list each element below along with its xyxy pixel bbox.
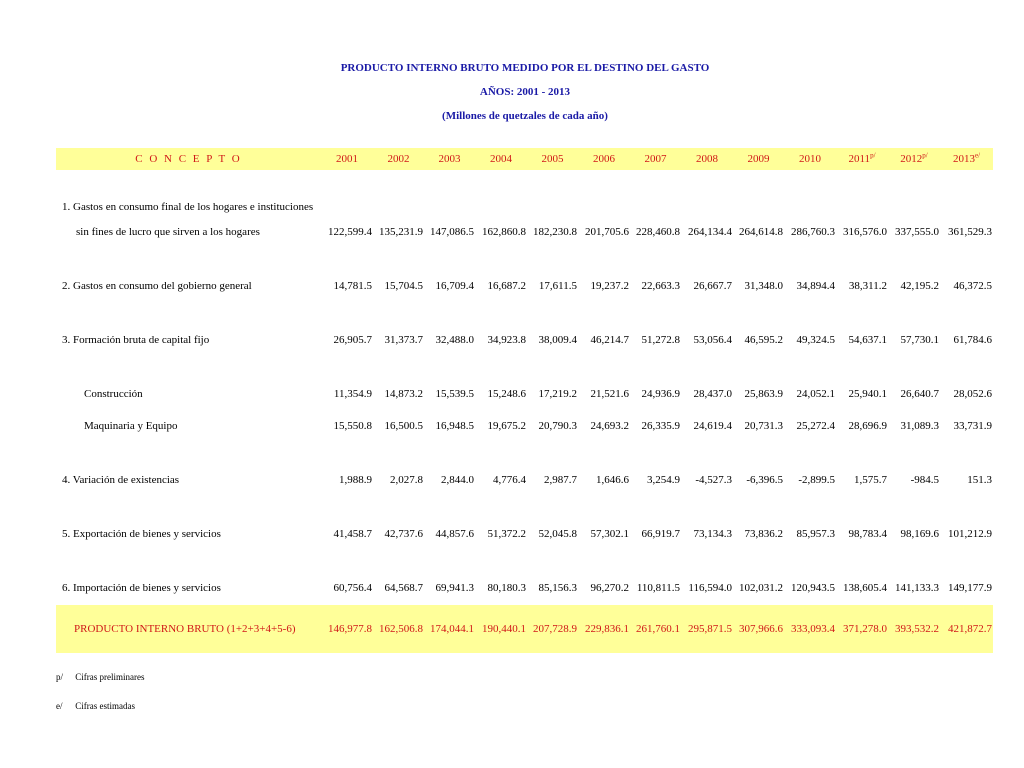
value-cell: 174,044.1 [424,605,475,653]
value-cell: 11,354.9 [333,388,372,400]
header-year: 2006 [578,148,630,170]
value-cell: 25,272.4 [796,420,835,432]
footnote-preliminary [56,672,144,682]
value-cell: 162,506.8 [373,605,424,653]
value-cell: 85,957.3 [796,528,835,540]
footnote-mark: p/ [870,151,876,160]
footnote-estimated [56,701,135,711]
header-year: 2005 [527,148,578,170]
value-cell: 51,372.2 [487,528,526,540]
row-label: 1. Gastos en consumo final de los hogares e instituciones [62,201,314,213]
report-title: PRODUCTO INTERNO BRUTO MEDIDO POR EL DESTINO DEL GASTO [340,62,710,74]
value-cell: 42,195.2 [900,280,939,292]
value-cell: 15,539.5 [435,388,474,400]
value-cell: 24,936.9 [641,388,680,400]
footnote-text: Cifras preliminares [75,672,145,682]
value-cell: 295,871.5 [681,605,733,653]
value-cell: 17,611.5 [538,280,577,292]
table-row [56,415,993,437]
row-label: 5. Exportación de bienes y servicios [62,528,221,540]
value-cell: 31,373.7 [384,334,423,346]
value-cell: 15,550.8 [333,420,372,432]
footnote-mark: e/ [56,701,63,711]
value-cell: 16,709.4 [435,280,474,292]
footnote-mark: p/ [56,672,64,682]
value-cell: 261,760.1 [630,605,681,653]
value-cell: 46,214.7 [590,334,629,346]
value-cell: 120,943.5 [791,582,835,594]
footnote-mark: p/ [922,151,928,160]
value-cell: 20,731.3 [744,420,783,432]
value-cell: 38,009.4 [538,334,577,346]
value-cell: 264,614.8 [739,226,783,238]
value-cell: -2,899.5 [798,474,835,486]
value-cell: 57,730.1 [900,334,939,346]
value-cell: 1,988.9 [339,474,372,486]
value-cell: 24,619.4 [693,420,732,432]
value-cell: 28,696.9 [848,420,887,432]
report-subtitle: AÑOS: 2001 - 2013 [479,86,571,98]
value-cell: 15,248.6 [487,388,526,400]
value-cell: 54,637.1 [848,334,887,346]
row-label: sin fines de lucro que sirven a los hogares [76,226,260,238]
value-cell: 38,311.2 [848,280,887,292]
value-cell: 57,302.1 [590,528,629,540]
header-year: $2013^{e/}$ [940,148,993,170]
value-cell: 53,056.4 [693,334,732,346]
value-cell: 14,781.5 [333,280,372,292]
total-label: PRODUCTO INTERNO BRUTO (1+2+3+4+5-6) [56,605,321,653]
value-cell: 66,919.7 [641,528,680,540]
value-cell: -6,396.5 [746,474,783,486]
value-cell: 61,784.6 [953,334,992,346]
value-cell: -4,527.3 [695,474,732,486]
value-cell: 110,811.5 [636,582,680,594]
value-cell: 26,335.9 [641,420,680,432]
table-row [56,275,993,297]
value-cell: 286,760.3 [791,226,835,238]
value-cell: 207,728.9 [527,605,578,653]
value-cell: 228,460.8 [636,226,680,238]
value-cell: 122,599.4 [328,226,372,238]
value-cell: 15,704.5 [384,280,423,292]
value-cell: 138,605.4 [843,582,887,594]
value-cell: 28,437.0 [693,388,732,400]
value-cell: 96,270.2 [590,582,629,594]
table-row [56,221,993,243]
value-cell: 24,693.2 [590,420,629,432]
value-cell: 2,027.8 [390,474,423,486]
value-cell: 162,860.8 [482,226,526,238]
header-year: 2007 [630,148,681,170]
table-row [56,383,993,405]
value-cell: 85,156.3 [538,582,577,594]
value-cell: 46,372.5 [953,280,992,292]
value-cell: 201,705.6 [585,226,629,238]
value-cell: 101,212.9 [948,528,992,540]
value-cell: 116,594.0 [688,582,732,594]
table-row [56,577,993,599]
value-cell: 21,521.6 [590,388,629,400]
value-cell: 51,272.8 [641,334,680,346]
gdp-table [56,148,993,653]
table-row [56,193,993,221]
header-year: 2008 [681,148,733,170]
value-cell: 44,857.6 [435,528,474,540]
row-label: 4. Variación de existencias [62,474,180,486]
value-cell: 32,488.0 [435,334,474,346]
table-row [56,523,993,545]
value-cell: 26,640.7 [900,388,939,400]
value-cell: 19,675.2 [487,420,526,432]
value-cell: 1,575.7 [854,474,887,486]
header-year: 2003 [424,148,475,170]
value-cell: 393,532.2 [888,605,940,653]
value-cell: 2,844.0 [441,474,474,486]
value-cell: 41,458.7 [333,528,372,540]
value-cell: 146,977.8 [321,605,373,653]
value-cell: 182,230.8 [533,226,577,238]
value-cell: 20,790.3 [538,420,577,432]
value-cell: 73,836.2 [744,528,783,540]
value-cell: 337,555.0 [895,226,939,238]
value-cell: 361,529.3 [948,226,992,238]
footnote-mark: e/ [974,151,981,160]
value-cell: -984.5 [910,474,939,486]
value-cell: 135,231.9 [379,226,423,238]
header-year: 2002 [373,148,424,170]
header-year: $2011^{p/}$ [836,148,888,170]
row-label: Construcción [84,388,143,400]
header-concept: C O N C E P T O [56,148,321,170]
value-cell: 69,941.3 [435,582,474,594]
value-cell: 26,905.7 [333,334,372,346]
table-row [56,329,993,351]
value-cell: 42,737.6 [384,528,423,540]
header-year: 2004 [475,148,527,170]
value-cell: 16,687.2 [487,280,526,292]
table-header-row [56,148,993,170]
value-cell: 371,278.0 [836,605,888,653]
row-label: 3. Formación bruta de capital fijo [62,334,210,346]
value-cell: 1,646.6 [596,474,629,486]
value-cell: 46,595.2 [744,334,783,346]
value-cell: 316,576.0 [843,226,887,238]
value-cell: 149,177.9 [948,582,992,594]
value-cell: 64,568.7 [384,582,423,594]
value-cell: 52,045.8 [538,528,577,540]
header-year: 2009 [733,148,784,170]
value-cell: 34,894.4 [796,280,835,292]
value-cell: 333,093.4 [784,605,836,653]
row-label: 2. Gastos en consumo del gobierno general [62,280,252,292]
value-cell: 102,031.2 [739,582,783,594]
value-cell: 49,324.5 [796,334,835,346]
value-cell: 24,052.1 [796,388,835,400]
report-titles [0,62,1024,134]
value-cell: 98,783.4 [848,528,887,540]
value-cell: 98,169.6 [900,528,939,540]
value-cell: 421,872.7 [940,605,993,653]
value-cell: 17,219.2 [538,388,577,400]
value-cell: 26,667.7 [693,280,732,292]
value-cell: 25,940.1 [848,388,887,400]
value-cell: 151.3 [967,474,992,486]
value-cell: 190,440.1 [475,605,527,653]
value-cell: 73,134.3 [693,528,732,540]
value-cell: 60,756.4 [333,582,372,594]
value-cell: 16,948.5 [435,420,474,432]
table-row [56,469,993,491]
value-cell: 4,776.4 [493,474,526,486]
footnote-text: Cifras estimadas [75,701,135,711]
value-cell: 25,863.9 [744,388,783,400]
value-cell: 19,237.2 [590,280,629,292]
row-label: Maquinaria y Equipo [84,420,178,432]
header-year: 2001 [321,148,373,170]
value-cell: 28,052.6 [953,388,992,400]
value-cell: 31,089.3 [900,420,939,432]
header-year: $2012^{p/}$ [888,148,940,170]
value-cell: 16,500.5 [384,420,423,432]
value-cell: 307,966.6 [733,605,784,653]
value-cell: 22,663.3 [641,280,680,292]
value-cell: 2,987.7 [544,474,577,486]
value-cell: 14,873.2 [384,388,423,400]
value-cell: 34,923.8 [487,334,526,346]
value-cell: 141,133.3 [895,582,939,594]
header-year: 2010 [784,148,836,170]
value-cell: 33,731.9 [953,420,992,432]
value-cell: 147,086.5 [430,226,474,238]
value-cell: 3,254.9 [647,474,680,486]
value-cell: 31,348.0 [744,280,783,292]
value-cell: 264,134.4 [688,226,732,238]
value-cell: 229,836.1 [578,605,630,653]
report-units: (Millones de quetzales de cada año) [442,110,608,122]
total-row [56,605,993,653]
row-label: 6. Importación de bienes y servicios [62,582,221,594]
value-cell: 80,180.3 [487,582,526,594]
